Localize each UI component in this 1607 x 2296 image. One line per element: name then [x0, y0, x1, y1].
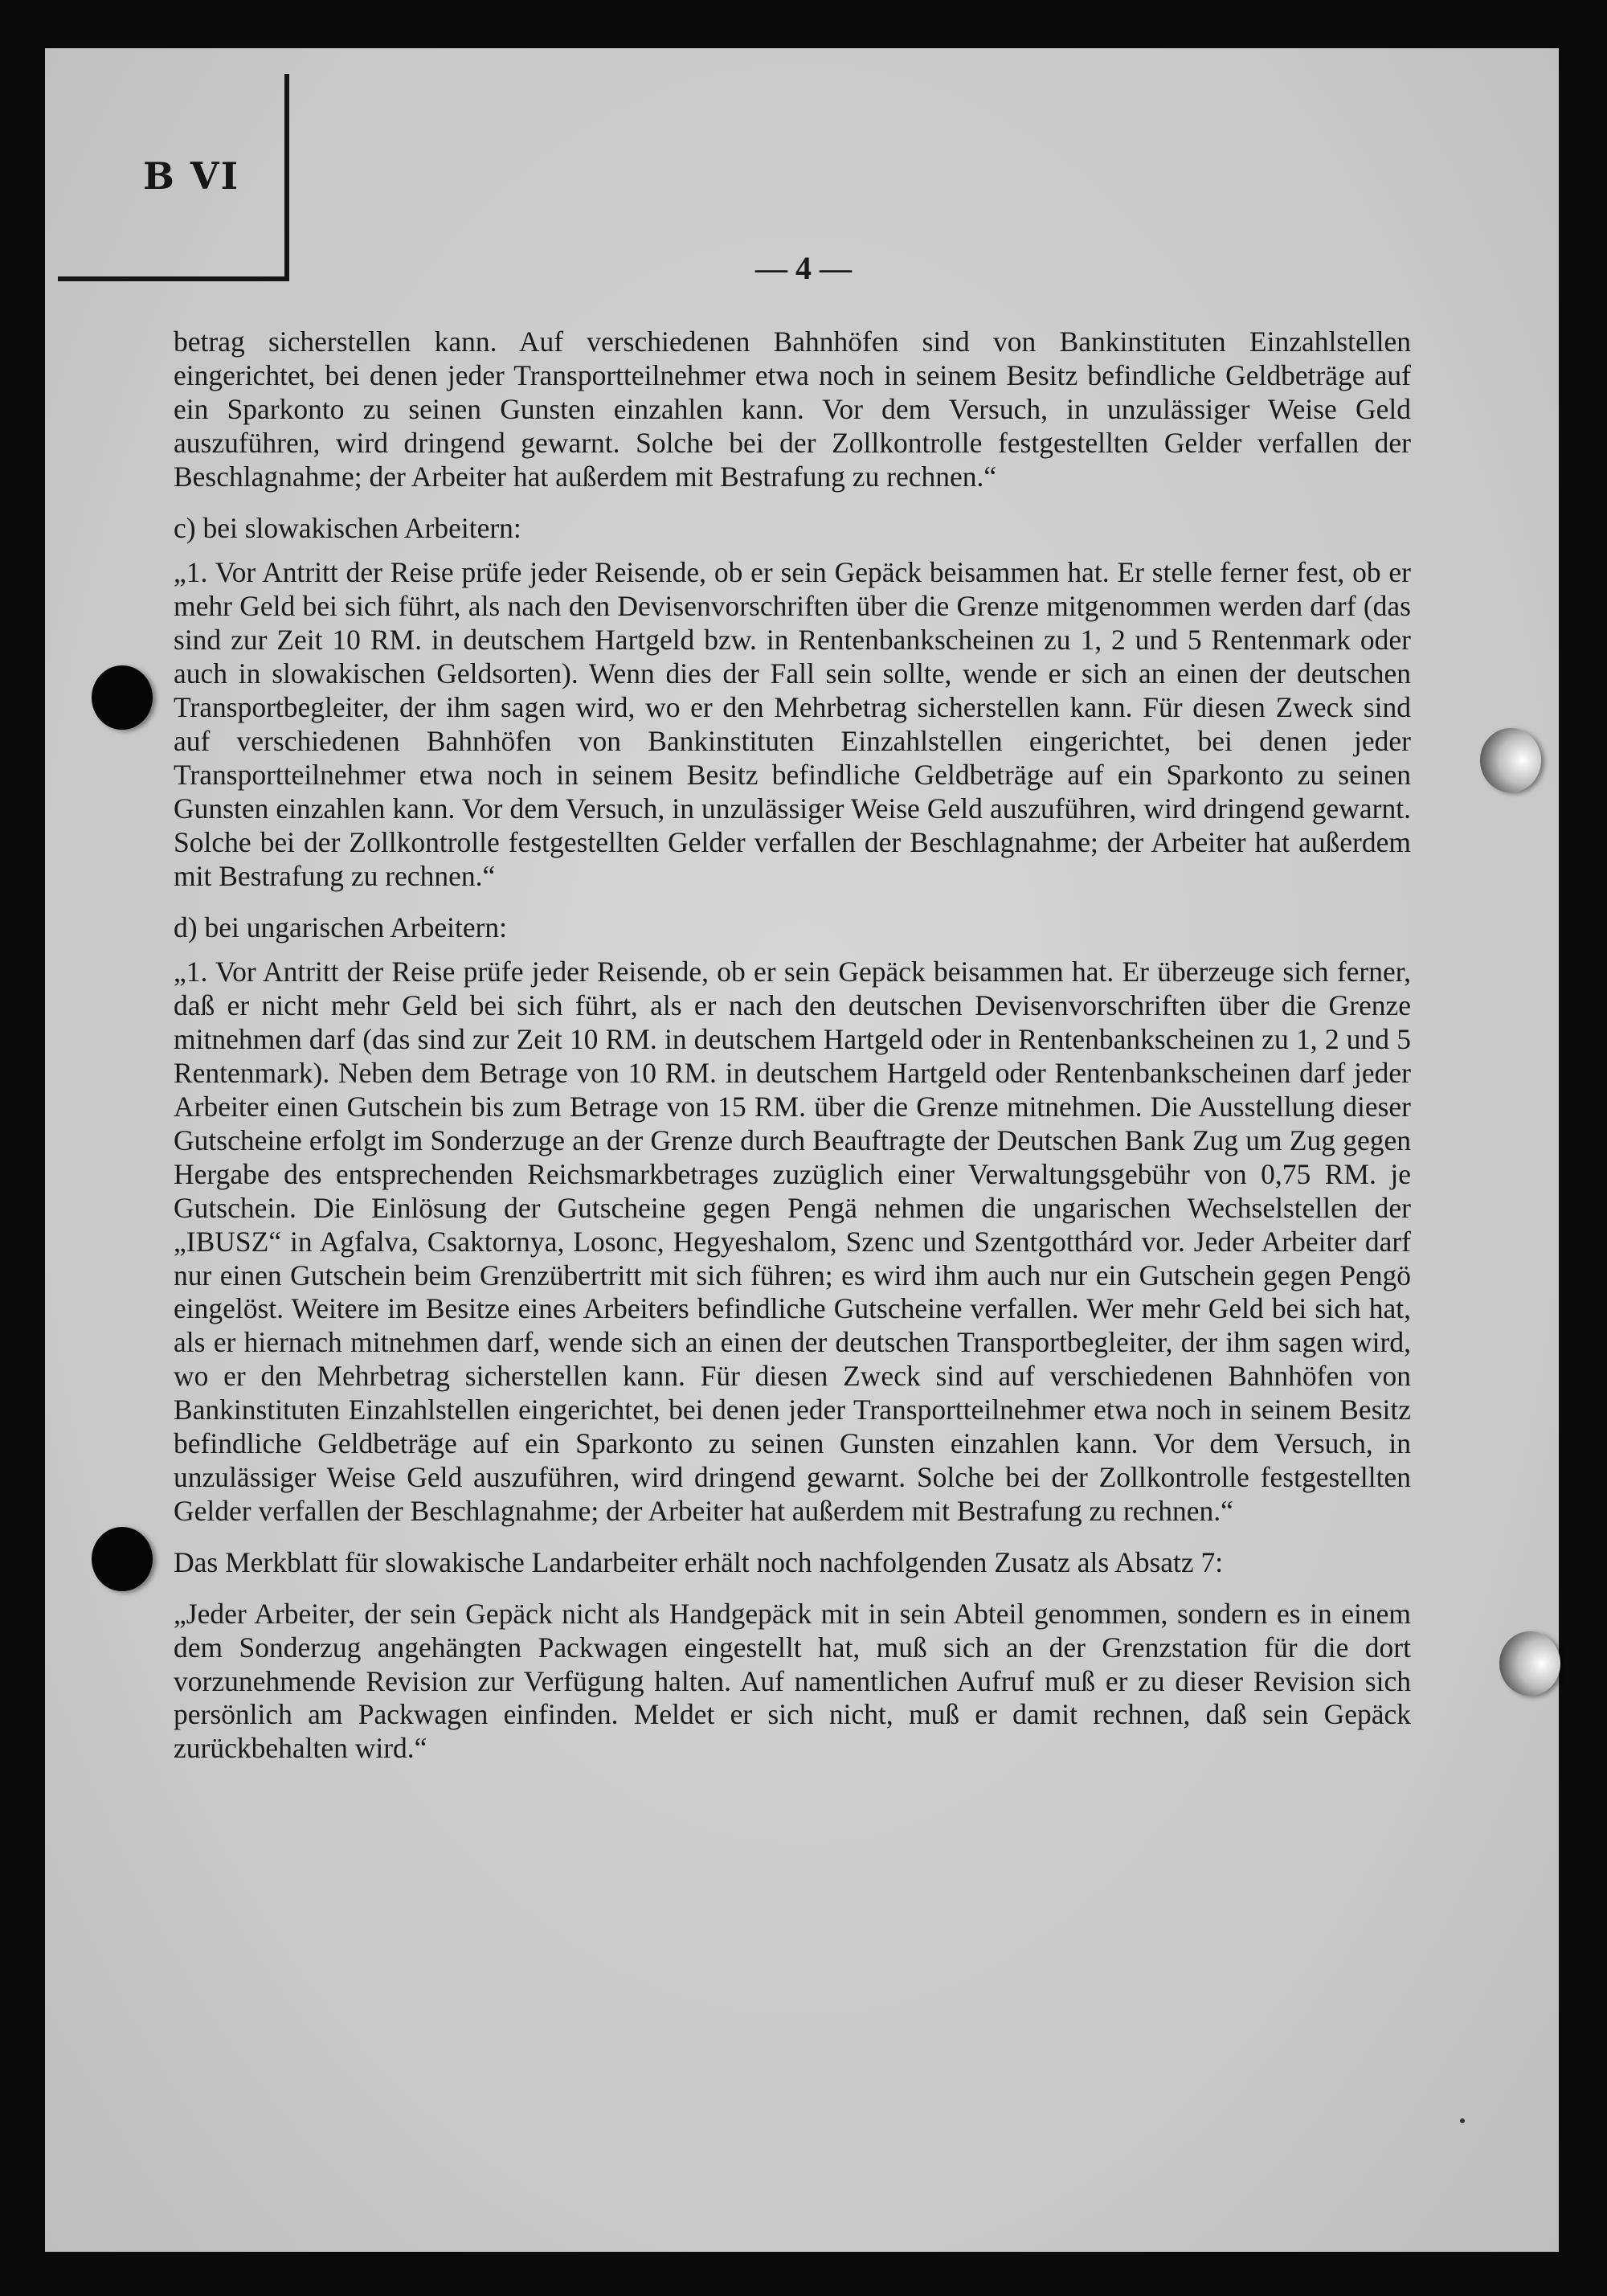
paragraph-continuation: betrag sicherstellen kann. Auf verschiedenen Bahnhöfen sind von Bankinstituten Einzahlstellen eingerichtet, bei denen jeder Transportteilnehmer etwa noch in seinem Besitz befindliche Geldbeträge auf ein Sparkonto zu seinen Gunsten einzahlen kann. Vor dem Versuch, in unzulässiger Weise Geld auszuführen, wird dringend gewarnt. Solche bei der Zollkontrolle festgestellten Gelder verfallen der Beschlagnahme; der Arbeiter hat außerdem mit Bestrafung zu rechnen.“	[174, 325, 1411, 493]
punch-hole	[1499, 1631, 1560, 1696]
body-text	[174, 325, 1411, 1783]
section-label: B VI	[143, 154, 240, 198]
heading-slovak-workers: c) bei slowakischen Arbeitern:	[174, 511, 521, 544]
page-number: — 4 —	[755, 250, 852, 286]
paragraph-slovak-rules: „1. Vor Antritt der Reise prüfe jeder Reisende, ob er sein Gepäck beisammen hat. Er stelle ferner fest, ob er mehr Geld bei sich führt, als nach den Devisenvorschriften über die Grenze mitgenommen werden darf (das sind zur Zeit 10 RM. in deutschem Hartgeld bzw. in Rentenbankscheinen zu 1, 2 und 5 Rentenmark oder auch in slowakischen Geldsorten). Wenn dies der Fall sein sollte, wende er sich an einen der deutschen Transportbegleiter, der ihm sagen wird, wo er den Mehrbetrag sicherstellen kann. Für diesen Zweck sind auf verschiedenen Bahnhöfen von Bankinstituten Einzahlstellen eingerichtet, bei denen jeder Transportteilnehmer etwa noch in seinem Besitz befindliche Geldbeträge auf ein Sparkonto zu seinen Gunsten einzahlen kann. Vor dem Versuch, in unzulässiger Weise Geld auszuführen, wird dringend gewarnt. Solche bei der Zollkontrolle festgestellten Gelder verfallen der Beschlagnahme; der Arbeiter hat außerdem mit Bestrafung zu rechnen.“	[174, 556, 1411, 892]
paragraph-supplement-text: „Jeder Arbeiter, der sein Gepäck nicht als Handgepäck mit in sein Abteil genommen, sondern es in einem dem Sonderzug angehängten Packwagen eingestellt hat, muß sich an der Grenzstation für die dort vorzunehmende Revision zur Verfügung halten. Auf namentlichen Aufruf muß er zu dieser Revision sich persönlich am Packwagen einfinden. Meldet er sich nicht, muß er damit rechnen, daß sein Gepäck zurückbehalten wird.“	[174, 1597, 1411, 1765]
paragraph-supplement-intro: Das Merkblatt für slowakische Landarbeiter erhält noch nachfolgenden Zusatz als Absatz 7:	[174, 1545, 1224, 1578]
punch-hole	[1480, 728, 1541, 792]
speck	[1460, 2118, 1465, 2123]
paragraph-hungarian-rules: „1. Vor Antritt der Reise prüfe jeder Reisende, ob er sein Gepäck beisammen hat. Er überzeuge sich ferner, daß er nicht mehr Geld bei sich führt, als er nach den deutschen Devisenvorschriften über die Grenze mitnehmen darf (das sind zur Zeit 10 RM. in deutschem Hartgeld oder in Rentenbankscheinen zu 1, 2 und 5 Rentenmark). Neben dem Betrage von 10 RM. in deutschem Hartgeld oder Rentenbankscheinen darf jeder Arbeiter einen Gutschein bis zum Betrage von 15 RM. über die Grenze mitnehmen. Die Ausstellung dieser Gutscheine erfolgt im Sonderzuge an der Grenze durch Beauftragte der Deutschen Bank Zug um Zug gegen Hergabe des entsprechenden Reichsmarkbetrages zuzüglich einer Verwaltungsgebühr von 0,75 RM. je Gutschein. Die Einlösung der Gutscheine gegen Pengä nehmen die ungarischen Wechselstellen der „IBUSZ“ in Agfalva, Csaktornya, Losonc, Hegyeshalom, Szenc und Szentgotthárd vor. Jeder Arbeiter darf nur einen Gutschein beim Grenzübertritt mit sich führen; es wird ihm auch nur ein Gutschein gegen Pengö eingelöst. Weitere im Besitze eines Arbeiters befindliche Gutscheine verfallen. Wer mehr Geld bei sich hat, als er hiernach mitnehmen darf, wende sich an einen der deutschen Transportbegleiter, der ihm sagen wird, wo er den Mehrbetrag sicherstellen kann. Für diesen Zweck sind auf verschiedenen Bahnhöfen von Bankinstituten Einzahlstellen eingerichtet, bei denen jeder Transportteilnehmer etwa noch in seinem Besitz befindliche Geldbeträge auf ein Sparkonto zu seinen Gunsten einzahlen kann. Vor dem Versuch, in unzulässiger Weise Geld auszuführen, wird dringend gewarnt. Solche bei der Zollkontrolle festgestellten Gelder verfallen der Beschlagnahme; der Arbeiter hat außerdem mit Bestrafung zu rechnen.“	[174, 956, 1411, 1527]
punch-hole	[92, 665, 153, 730]
heading-hungarian-workers: d) bei ungarischen Arbeitern:	[174, 911, 508, 943]
punch-hole	[92, 1527, 153, 1591]
